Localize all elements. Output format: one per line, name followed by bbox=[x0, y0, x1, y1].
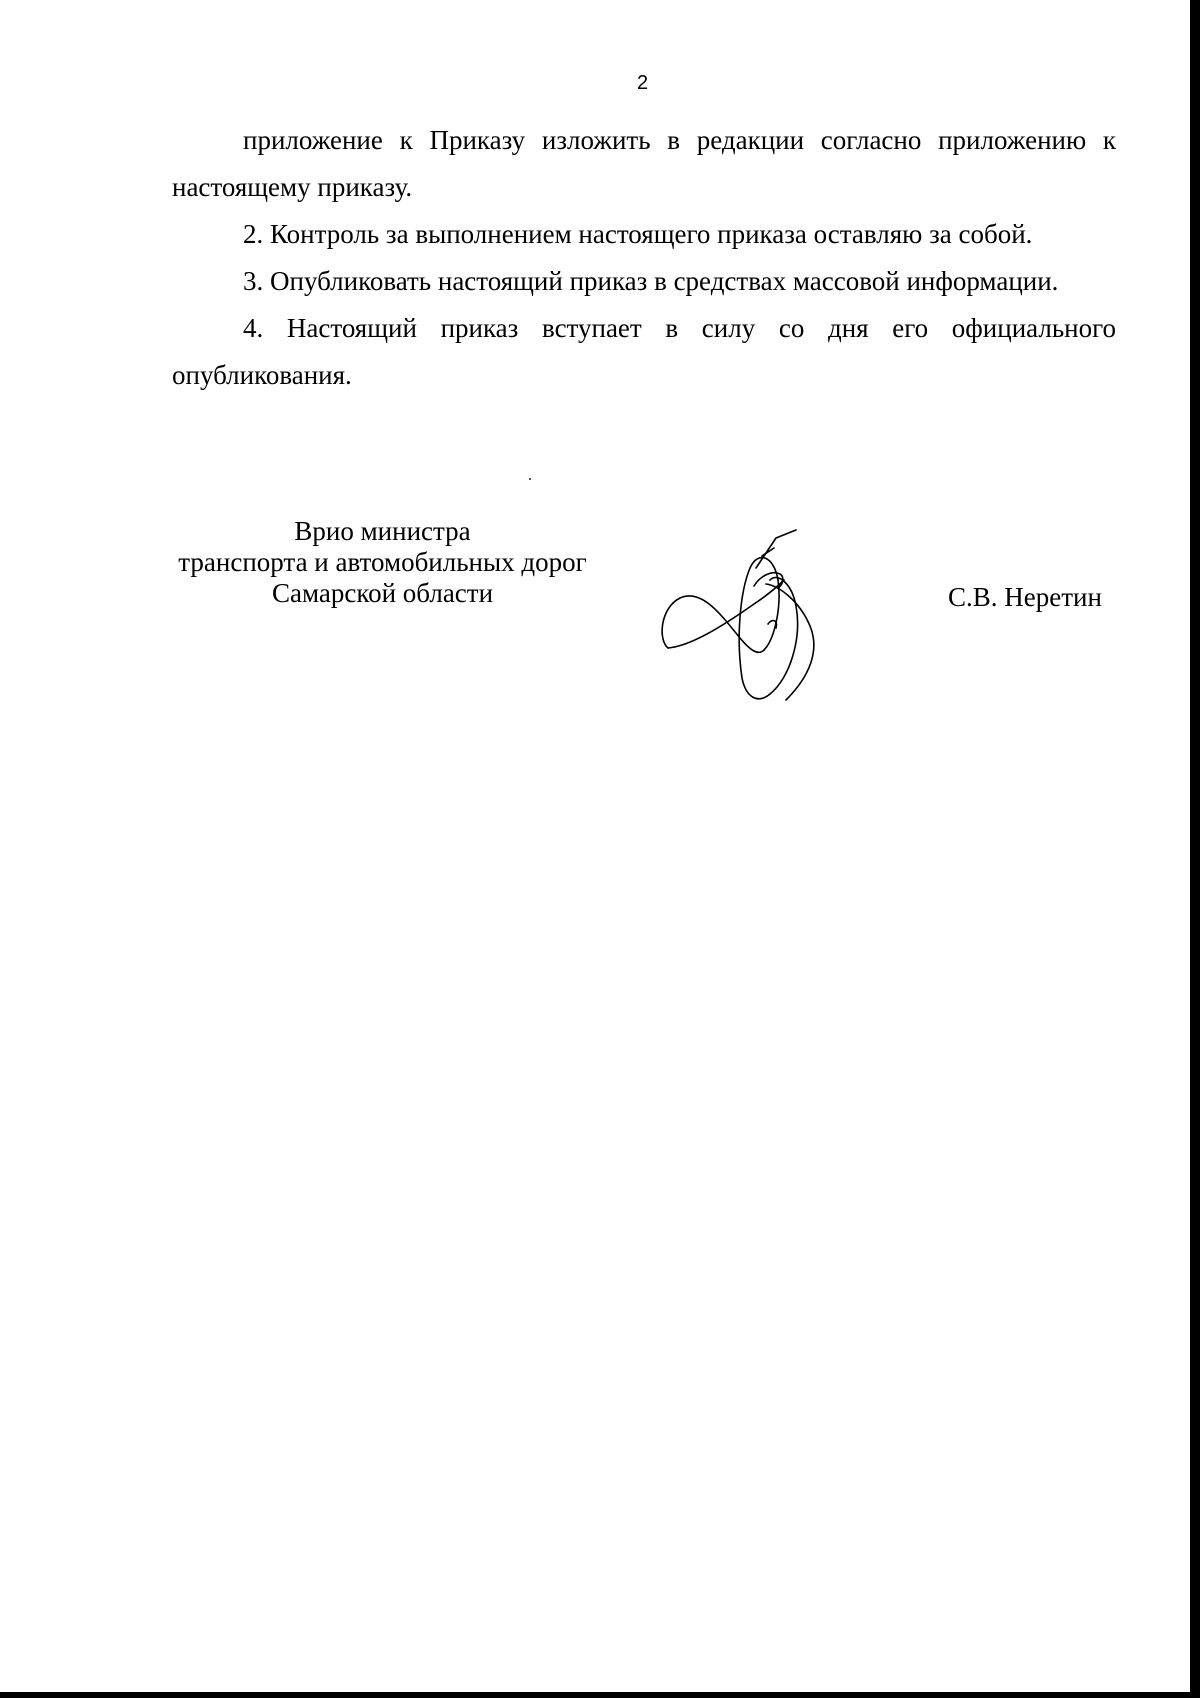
position-line-1: Врио министра bbox=[294, 516, 471, 546]
scan-border-bottom bbox=[0, 1692, 1200, 1698]
paragraph-item-4: 4. Настоящий приказ вступает в силу со дня его официального опубликования. bbox=[172, 313, 1116, 390]
scan-border-right bbox=[1190, 0, 1200, 1698]
handwritten-signature bbox=[650, 528, 866, 706]
paragraph-item-3: 3. Опубликовать настоящий приказ в средствах массовой информации. bbox=[243, 266, 1059, 296]
signer-name: С.В. Неретин bbox=[948, 582, 1102, 612]
paragraph-appendix-continuation: приложение к Приказу изложить в редакции согласно приложению к настоящему приказу. bbox=[172, 125, 1116, 202]
position-line-3: Самарской области bbox=[271, 578, 494, 608]
scan-speck bbox=[529, 478, 531, 480]
page-number: 2 bbox=[636, 72, 649, 94]
signatory-position bbox=[160, 516, 605, 609]
order-body-text bbox=[172, 117, 1116, 399]
position-line-2: транспорта и автомобильных дорог bbox=[178, 547, 587, 577]
paragraph-item-2: 2. Контроль за выполнением настоящего приказа оставляю за собой. bbox=[243, 219, 1033, 249]
